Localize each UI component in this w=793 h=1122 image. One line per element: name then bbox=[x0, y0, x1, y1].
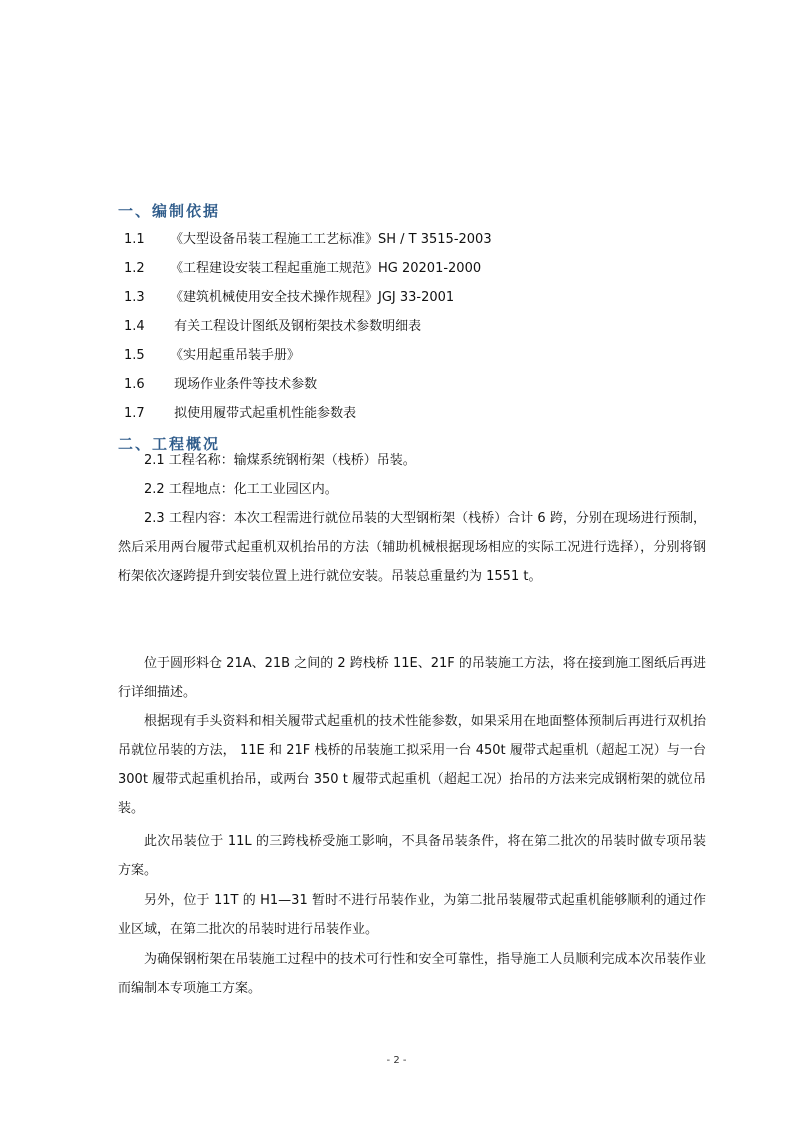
reference-text: 现场作业条件等技术参数 bbox=[170, 377, 318, 392]
overview-paragraph: 根据现有手头资料和相关履带式起重机的技术性能参数，如果采用在地面整体预制后再进行双机抬吊就位吊装的方法， 11E 和 21F 栈桥的吊装施工拟采用一台 450t 履带式起重机（超起工况）与一台 300t 履带式起重机抬吊，或两台 350 t 履带式起重机（超起工况）抬吊的方法来完成钢桁架的就位吊装。 bbox=[118, 714, 706, 816]
reference-item bbox=[124, 259, 481, 279]
reference-text: 《大型设备吊装工程施工工艺标准》SH / T 3515-2003 bbox=[170, 232, 492, 247]
overview-paragraph: 2.1 工程名称：输煤系统钢桁架（栈桥）吊装。 bbox=[144, 453, 416, 468]
reference-number: 1.7 bbox=[124, 406, 145, 421]
section-heading-basis: 一、编制依据 bbox=[118, 202, 221, 220]
overview-paragraph: 为确保钢桁架在吊装施工过程中的技术可行性和安全可靠性，指导施工人员顺利完成本次吊装作业而编制本专项施工方案。 bbox=[118, 952, 706, 996]
reference-number: 1.6 bbox=[124, 377, 145, 392]
reference-number: 1.2 bbox=[124, 261, 145, 276]
reference-item bbox=[124, 375, 317, 395]
reference-number: 1.3 bbox=[124, 290, 145, 305]
reference-text: 《实用起重吊装手册》 bbox=[170, 348, 301, 363]
overview-paragraph: 另外，位于 11T 的 H1—31 暂时不进行吊装作业，为第二批吊装履带式起重机能够顺利的通过作业区域，在第二批次的吊装时进行吊装作业。 bbox=[118, 893, 706, 937]
reference-item bbox=[124, 346, 300, 366]
reference-number: 1.4 bbox=[124, 319, 145, 334]
overview-paragraph: 此次吊装位于 11L 的三跨栈桥受施工影响，不具备吊装条件，将在第二批次的吊装时做专项吊装方案。 bbox=[118, 834, 706, 878]
reference-text: 《工程建设安装工程起重施工规范》HG 20201-2000 bbox=[170, 261, 482, 276]
overview-paragraph: 位于圆形料仓 21A、21B 之间的 2 跨栈桥 11E、21F 的吊装施工方法，将在接到施工图纸后再进行详细描述。 bbox=[118, 656, 706, 700]
reference-number: 1.5 bbox=[124, 348, 145, 363]
reference-text: 《建筑机械使用安全技术操作规程》JGJ 33-2001 bbox=[170, 290, 455, 305]
reference-text: 有关工程设计图纸及钢桁架技术参数明细表 bbox=[170, 319, 422, 334]
page-number: - 2 - bbox=[386, 1055, 407, 1066]
reference-item bbox=[124, 288, 454, 308]
reference-item bbox=[124, 230, 492, 250]
reference-item bbox=[124, 404, 356, 424]
reference-item bbox=[124, 317, 421, 337]
overview-paragraph: 2.2 工程地点：化工工业园区内。 bbox=[144, 482, 338, 497]
section-heading-overview: 二、工程概况 bbox=[118, 435, 221, 453]
overview-paragraph: 2.3 工程内容：本次工程需进行就位吊装的大型钢桁架（栈桥）合计 6 跨，分别在现场进行预制，然后采用两台履带式起重机双机抬吊的方法（辅助机械根据现场相应的实际工况进行选择），分别将钢桁架依次逐跨提升到安装位置上进行就位安装。吊装总重量约为 1551 t。 bbox=[118, 511, 706, 584]
reference-text: 拟使用履带式起重机性能参数表 bbox=[170, 406, 357, 421]
reference-number: 1.1 bbox=[124, 232, 145, 247]
